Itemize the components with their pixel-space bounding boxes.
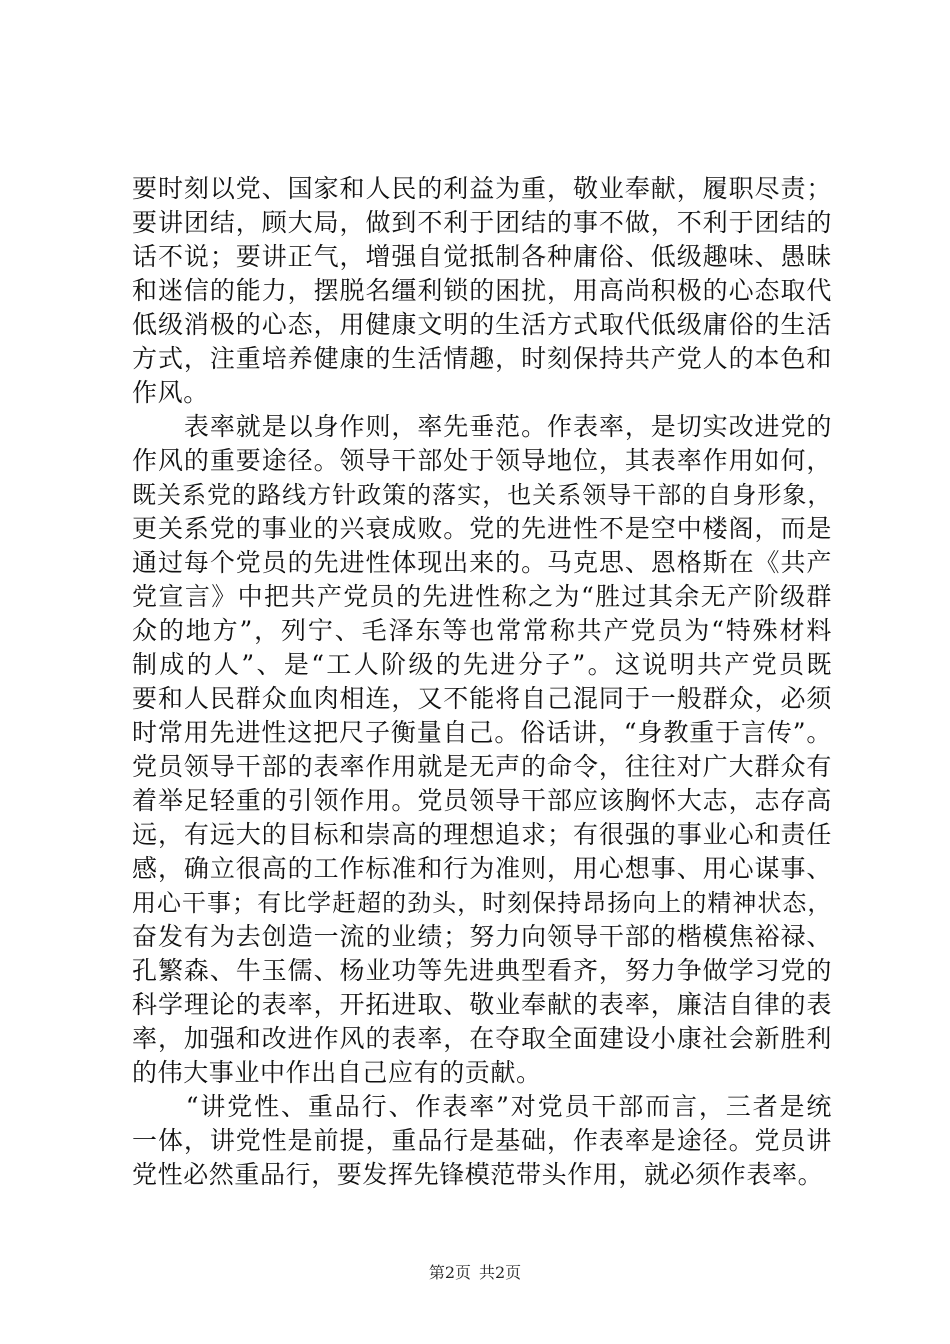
page-number: 第2页 bbox=[428, 1263, 471, 1282]
text-line: 要时刻以党、国家和人民的利益为重，敬业奉献，履职尽责； bbox=[132, 174, 832, 203]
page-footer bbox=[0, 1262, 950, 1284]
text-line: 和迷信的能力，摆脱名缰利锁的困扰，用高尚积极的心态取代 bbox=[132, 276, 832, 305]
text-line: 孔繁森、牛玉儒、杨业功等先进典型看齐，努力争做学习党的 bbox=[132, 956, 832, 985]
text-line: 方式，注重培养健康的生活情趣，时刻保持共产党人的本色和 bbox=[132, 344, 832, 373]
text-line: 低级消极的心态，用健康文明的生活方式取代低级庸俗的生活 bbox=[132, 310, 832, 339]
body-text bbox=[132, 172, 832, 1192]
text-line: 既关系党的路线方针政策的落实，也关系领导干部的自身形象， bbox=[132, 481, 832, 509]
text-line: 要讲团结，顾大局，做到不利于团结的事不做，不利于团结的 bbox=[132, 208, 832, 237]
text-line: 用心干事；有比学赶超的劲头，时刻保持昂扬向上的精神状态， bbox=[132, 889, 832, 917]
text-line: 表率就是以身作则，率先垂范。作表率，是切实改进党的 bbox=[132, 412, 832, 441]
text-line: 党员领导干部的表率作用就是无声的命令，往往对广大群众有 bbox=[132, 752, 832, 781]
text-line: 时常用先进性这把尺子衡量自己。俗话讲，“身教重于言传”。 bbox=[132, 718, 832, 747]
text-line: 感，确立很高的工作标准和行为准则，用心想事、用心谋事、 bbox=[132, 854, 832, 883]
text-line: 作风。 bbox=[132, 378, 209, 407]
text-line: 远，有远大的目标和崇高的理想追求；有很强的事业心和责任 bbox=[132, 820, 832, 849]
text-line: 制成的人”、是“工人阶级的先进分子”。这说明共产党员既 bbox=[132, 650, 832, 679]
text-line: 党性必然重品行，要发挥先锋模范带头作用，就必须作表率。 bbox=[132, 1160, 824, 1189]
text-line: 通过每个党员的先进性体现出来的。马克思、恩格斯在《共产 bbox=[132, 548, 832, 577]
text-line: “讲党性、重品行、作表率”对党员干部而言，三者是统 bbox=[132, 1092, 832, 1121]
text-line: 更关系党的事业的兴衰成败。党的先进性不是空中楼阁，而是 bbox=[132, 514, 832, 543]
page-total: 共2页 bbox=[479, 1263, 522, 1282]
text-line: 众的地方”，列宁、毛泽东等也常常称共产党员为“特殊材料 bbox=[132, 616, 832, 645]
text-line: 党宣言》中把共产党员的先进性称之为“胜过其余无产阶级群 bbox=[132, 582, 832, 611]
text-line: 奋发有为去创造一流的业绩；努力向领导干部的楷模焦裕禄、 bbox=[132, 922, 832, 951]
text-line: 科学理论的表率，开拓进取、敬业奉献的表率，廉洁自律的表 bbox=[132, 990, 832, 1019]
text-line: 要和人民群众血肉相连，又不能将自己混同于一般群众，必须 bbox=[132, 684, 832, 713]
text-line: 率，加强和改进作风的表率，在夺取全面建设小康社会新胜利 bbox=[132, 1024, 832, 1053]
text-line: 作风的重要途径。领导干部处于领导地位，其表率作用如何， bbox=[132, 446, 832, 475]
text-line: 着举足轻重的引领作用。党员领导干部应该胸怀大志，志存高 bbox=[132, 786, 832, 815]
text-line: 一体，讲党性是前提，重品行是基础，作表率是途径。党员讲 bbox=[132, 1126, 832, 1155]
text-line: 话不说；要讲正气，增强自觉抵制各种庸俗、低级趣味、愚昧 bbox=[132, 242, 832, 271]
text-line: 的伟大事业中作出自己应有的贡献。 bbox=[132, 1058, 542, 1087]
